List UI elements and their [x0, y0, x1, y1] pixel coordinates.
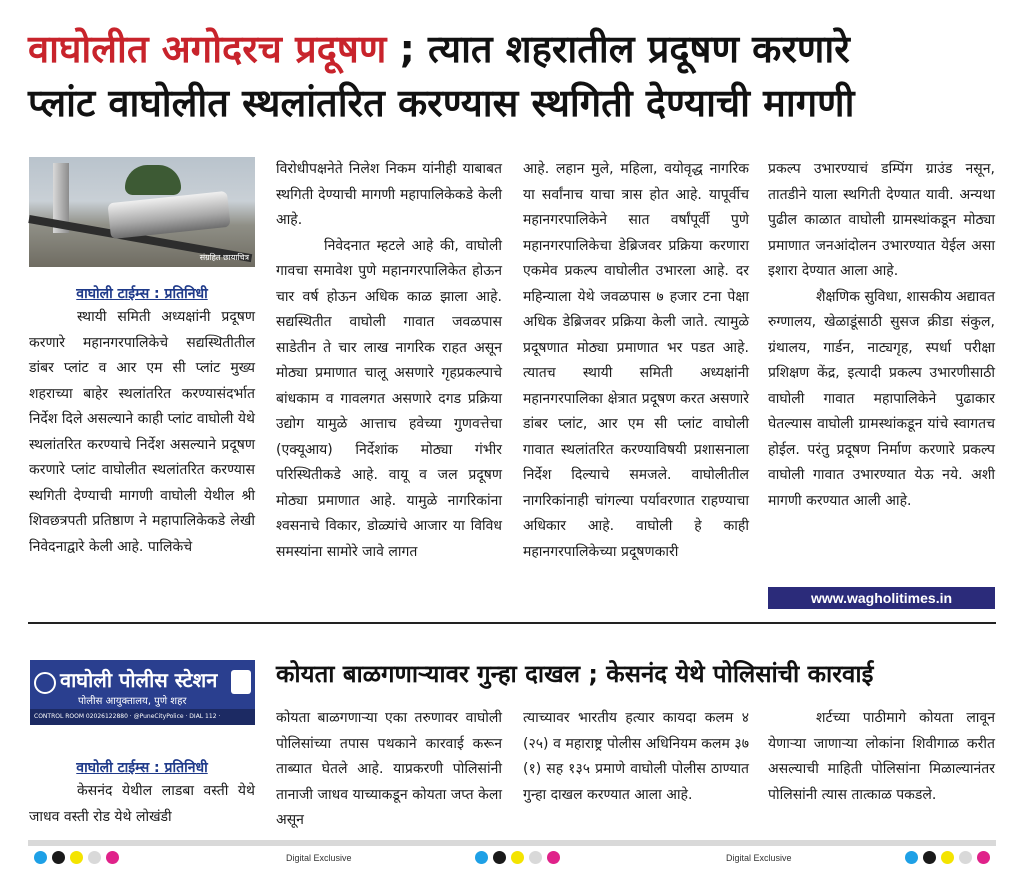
color-dot: [52, 851, 65, 864]
police-station-photo: [30, 660, 255, 736]
article1-col2-p1: विरोधीपक्षनेते निलेश निकम यांनीही याबाबत स्थगिती देण्याची मागणी महापालिकेकडे केली आहे.: [276, 161, 502, 228]
article2-col4: [768, 706, 995, 808]
color-dot: [959, 851, 972, 864]
color-dot: [941, 851, 954, 864]
article1-col4: [768, 157, 995, 514]
color-dots-right: [905, 851, 990, 864]
color-dot: [511, 851, 524, 864]
color-dot: [923, 851, 936, 864]
article2-col2-text: कोयता बाळगणाऱ्या एका तरुणावर वाघोली पोलिसांच्या तपास पथकाने कारवाई करून ताब्यात घेतले आहे. याप्रकरणी पोलिसांनी तानाजी जाधव याच्याकडून कोयता जप्त केला असून: [276, 710, 502, 828]
asphalt-plant-photo: [29, 157, 255, 267]
color-dot: [106, 851, 119, 864]
article2-col1: [29, 757, 255, 830]
photo-drum-shape: [107, 191, 230, 239]
color-dot: [529, 851, 542, 864]
article2-col2: [276, 706, 502, 834]
color-dot: [977, 851, 990, 864]
article1-byline: वाघोली टाईम्स : प्रतिनिधी: [76, 286, 208, 302]
color-dot: [34, 851, 47, 864]
headline-line2: प्लांट वाघोलीत स्थलांतरित करण्यास स्थगिती देण्याची मागणी: [28, 81, 855, 125]
police-station-title: वाघोली पोलीस स्टेशन: [60, 668, 218, 692]
police-contact-strip: CONTROL ROOM 02026122880 · @PuneCityPolice · DIAL 112 · @PunePoliceCity: [30, 709, 255, 725]
footer-label-right: Digital Exclusive: [726, 853, 792, 863]
color-dot: [88, 851, 101, 864]
color-dot: [493, 851, 506, 864]
footer-label-left: Digital Exclusive: [286, 853, 352, 863]
article1-col3: [523, 157, 749, 565]
article2-col3: [523, 706, 749, 808]
color-dot: [475, 851, 488, 864]
article1-col2-p2: निवेदनात म्हटले आहे की, वाघोली गावचा समावेश पुणे महानगरपालिकेत होऊन चार वर्ष होऊन अधिक काळ झाला आहे. सद्यस्थितीत वाघोली गावात जवळपास साडेतीन ते चार लाख नागरिक राहत असून मोठ्या प्रमाणात चालू असणारे गृहप्रकल्पाचे बांधकाम व गावलगत असणारे दगड प्रक्रिया उद्योग यामुळे आत्ताच हवेच्या गुणवत्तेचा (एक्यूआय) निर्देशांक मोठ्या गंभीर परिस्थितीकडे आहे. वायू व जल प्रदूषण मोठ्या प्रमाणात आहे. यामुळे नागरिकांना श्वसनाचे विकार, डोळ्यांचे आजार या विविध समस्यांना सामोरे जावे लागत: [276, 237, 502, 560]
main-headline: [28, 22, 1003, 130]
color-dots-center: [475, 851, 560, 864]
article1-col1-text: स्थायी समिती अध्यक्षांनी प्रदूषण करणारे महानगरपालिकेचे सद्यस्थितीतील डांबर प्लांट व आर एम सी प्लांट मुख्य शहराच्या बाहेर स्थलांतरित करण्यासंदर्भात निर्देश दिले असल्याने काही प्लांट वाघोली येथे स्थलांतरित करण्याचे निर्देश असल्याने प्रदूषण करणारे प्लांट वाघोलीत स्थलांतरित करण्यास स्थगिती देण्याची मागणी वाघोली येथील श्री शिवछत्रपती प्रतिष्ठाण ने महापालिकेकडे लेखी निवेदनाद्वारे केली आहे. पालिकेचे: [29, 309, 255, 555]
article2-byline: वाघोली टाईम्स : प्रतिनिधी: [76, 760, 208, 776]
police-emblem-icon: [34, 672, 56, 694]
footer-bar: [28, 840, 996, 846]
article1-col4-p1: प्रकल्प उभारण्याचं डम्पिंग ग्राउंड नसून, तातडीने याला स्थगिती देण्यात यावी. अन्यथा पुढील काळात वाघोली ग्रामस्थांकडून मोठ्या प्रमाणात जनआंदोलन उभारण्यात येईल असा इशारा देण्यात आला आहे.: [768, 161, 995, 279]
headline-rest: ; त्यात शहरातील प्रदूषण करणारे: [386, 27, 850, 71]
website-link[interactable]: www.wagholitimes.in: [768, 587, 995, 609]
article1-col4-p2: शैक्षणिक सुविधा, शासकीय अद्यावत रुग्णालय, खेळाडूंसाठी सुसज क्रीडा संकुल, ग्रंथालय, गार्डन, नाट्यगृह, स्पर्धा परीक्षा प्रशिक्षण केंद्र, इत्यादी प्रकल्प उभारणीसाठी वाघोली गावात महापालिकेने पुढाकार घेतल्यास वाघोली ग्रामस्थांकडून यांचे स्वागतच होईल. परंतु प्रदूषण निर्माण करणारे प्रकल्प वाघोली गावात उभारण्यात येऊ नये. अशी मागणी करण्यात आली आहे.: [768, 288, 995, 509]
color-dot: [547, 851, 560, 864]
police-station-subtitle: पोलीस आयुक्तालय, पुणे शहर: [78, 696, 187, 707]
color-dot: [905, 851, 918, 864]
article2-col4-text: शर्टच्या पाठीमागे कोयता लावून येणाऱ्या जाणाऱ्या लोकांना शिवीगाळ करीत असल्याची माहिती पोलिसांना मिळाल्यानंतर पोलिसांनी त्यास तात्काळ पकडले.: [768, 710, 995, 803]
article1-col2: [276, 157, 502, 565]
article2-col3-text: त्याच्यावर भारतीय हत्यार कायदा कलम ४ (२५) व महाराष्ट्र पोलीस अधिनियम कलम ३७ (१) सह १३५ प्रमाणे वाघोली पोलीस ठाण्यात गुन्हा दाखल करण्यात आला आहे.: [523, 710, 749, 803]
article2-col1-text: केसनंद येथील लाडबा वस्ती येथे जाधव वस्ती रोड येथे लोखंडी: [29, 783, 255, 825]
article1-col3-text: आहे. लहान मुले, महिला, वयोवृद्ध नागरिक या सर्वांनाच याचा त्रास होत आहे. यापूर्वीच महानगरपालिकेने सात वर्षांपूर्वी पुणे महानगरपालिकेचा डेब्रिजवर प्रक्रिया करणारा एकमेव प्रकल्प वाघोलीत उभारला आहे. दर महिन्याला येथे जवळपास ७ हजार टना पेक्षा अधिक डेब्रिजवर प्रक्रिया केली जाते. त्यामुळे प्रदूषणात मोठ्या प्रमाणात भर पडत आहे. त्यातच स्थायी समिती अध्यक्षांनी महानगरपालिका क्षेत्रात प्रदूषण करत असणारे डांबर प्लांट, आर एम सी प्लांट वाघोली गावात स्थलांतरित करण्याविषयी प्रशासनाला निर्देश दिल्याचे समजले. वाघोलीतील नागरिकांनाही चांगल्या पर्यावरणात राहण्याचा अधिकार आहे. वाघोली हे काही महानगरपालिकेच्या प्रदूषणकारी: [523, 161, 749, 560]
police-logo-icon: [231, 670, 251, 694]
photo-caption: संग्रहित छायाचित्र: [199, 253, 249, 262]
color-dot: [70, 851, 83, 864]
headline-red-part: वाघोलीत अगोदरच प्रदूषण: [28, 27, 387, 71]
headline-line1: [28, 22, 1003, 76]
section-divider: [28, 622, 996, 624]
second-headline: कोयता बाळगणाऱ्यावर गुन्हा दाखल ; केसनंद येथे पोलिसांची कारवाई: [276, 660, 874, 688]
article1-col1: [29, 283, 255, 560]
color-dots-left: [34, 851, 119, 864]
photo-tree-shape: [125, 165, 181, 195]
